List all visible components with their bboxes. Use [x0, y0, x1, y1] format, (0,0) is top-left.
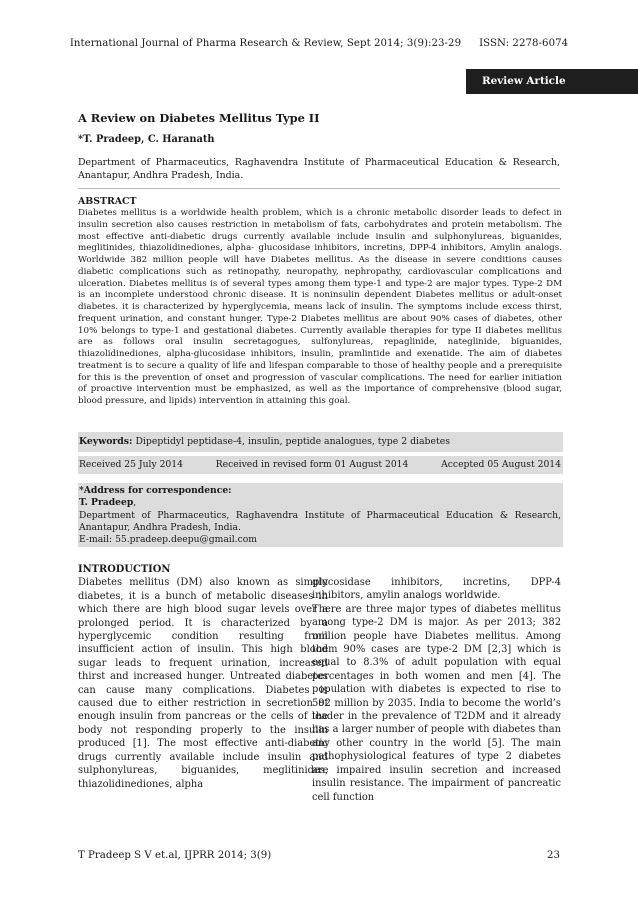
issn: ISSN: 2278-6074: [479, 38, 569, 49]
intro-paragraph: Diabetes mellitus (DM) also known as simply diabetes, it is a bunch of metabolic diseases in which there are high blood sugar levels over a prolonged period. It is characterized by a hyperglycemic condition resulting from insufficient action of insulin. This high blood sugar leads to frequent urination, increased thirst and increased hunger. Untreated diabetes can cause many complications. Diabetes is caused due to either restriction in secretion of enough insulin from pancreas or the cells of the body not responding properly to the insulin produced [1]. The most effective anti-diabetic drugs currently available include insulin and sulphonylureas, biguanides, meglitinides, thiazolidinediones, alpha: [78, 577, 328, 790]
correspondence-email: E-mail: 55.pradeep.deepu@gmail.com: [79, 534, 257, 546]
correspondence-heading: *Address for correspondence:: [79, 485, 232, 496]
correspondence-name-suffix: ,: [133, 497, 137, 509]
intro-heading: INTRODUCTION: [78, 564, 171, 575]
accepted-date: Accepted 05 August 2014: [441, 459, 561, 470]
running-header: [0, 38, 638, 49]
abstract-heading: ABSTRACT: [78, 196, 137, 207]
revised-date: Received in revised form 01 August 2014: [215, 459, 409, 470]
article-type-badge: Review Article: [466, 69, 638, 94]
affiliation: Department of Pharmaceutics, Raghavendra Institute of Pharmaceutical Education & Research, Anantapur, Andhra Pradesh, India.: [78, 157, 560, 181]
intro-paragraph: There are three major types of diabetes mellitus among type-2 DM is major. As per 2013; 382 million people have Diabetes mellitus. Among them 90% cases are type-2 DM [2,3] which is equal to 8.3% of adult population with equal percentages in both women and men [4]. The population with diabetes is expected to rise to 592 million by 2035. India to become the world’s leader in the prevalence of T2DM and it already has a larger number of people with diabetes than any other country in the world [5]. The main pathophysiological features of type 2 diabetes are impaired insulin secretion and increased insulin resistance. The impairment of pancreatic cell function: [312, 603, 561, 803]
correspondence-affiliation: Department of Pharmaceutics, Raghavendra Institute of Pharmaceutical Education & Research, Anantapur, Andhra Pradesh, India.: [79, 509, 561, 533]
correspondence-name: T. Pradeep: [79, 497, 134, 509]
divider: [78, 188, 560, 189]
journal-citation: International Journal of Pharma Research & Review, Sept 2014; 3(9):23-29: [69, 38, 462, 49]
dates-box: [78, 456, 563, 474]
intro-right-column: [312, 576, 561, 804]
keywords-box: [78, 432, 563, 452]
page-footer: [78, 850, 560, 861]
footer-citation: T Pradeep S V et.al, IJPRR 2014; 3(9): [78, 850, 272, 861]
intro-left-column: [78, 563, 328, 791]
keywords-label: Keywords:: [79, 436, 133, 447]
authors: *T. Pradeep, C. Haranath: [78, 134, 215, 145]
abstract-body: Diabetes mellitus is a worldwide health problem, which is a chronic metabolic disorder leads to defect in insulin secretion also causes restriction in metabolism of fats, carbohydrates and protein metabolism. The most effective anti-diabetic drugs currently available include insulin and sulphonylureas, biguanides, meglitinides, thiazolidinediones, alpha- glucosidase inhibitors, incretins, DPP-4 inhibitors, Amylin analogs. Worldwide 382 million people will have Diabetes mellitus. As the disease in severe conditions causes diabetic complications such as retinopathy, neuropathy, nephropathy, cardiovascular complications and ulceration. Diabetes mellitus is of several types among them type-1 and type-2 are major types. Type-2 DM is an incomplete understood chronic disease. It is noninsulin dependent Diabetes mellitus or adult-onset diabetes. it is characterized by hyperglycemia, means lack of insulin. The symptoms include excess thirst, frequent urination, and constant hunger. Type-2 Diabetes mellitus are about 90% cases of diabetes, other 10% belongs to type-1 and gestational diabetes. Currently available therapies for type II diabetes mellitus are as follows oral insulin secretagogues, sulfonylureas, repaglinide, nateglinide, biguanides, thiazolidinediones, alpha-glucosidase inhibitors, insulin, pramlintide and exenatide. The aim of diabetes treatment is to secure a quality of life and lifespan comparable to those of healthy people and a prerequisite for this is the prevention of onset and progression of vascular complications. The need for earlier initiation of proactive intervention must be emphasized, as well as the importance of comprehensive (blood sugar, blood pressure, and lipids) intervention in attaining this goal.: [78, 208, 562, 406]
received-date: Received 25 July 2014: [79, 459, 183, 470]
page-number: 23: [547, 850, 560, 861]
keywords-text: Dipeptidyl peptidase-4, insulin, peptide analogues, type 2 diabetes: [135, 436, 451, 447]
intro-paragraph: glucosidase inhibitors, incretins, DPP-4 inhibitors, amylin analogs worldwide.: [312, 577, 561, 602]
article-title: A Review on Diabetes Mellitus Type II: [78, 111, 320, 125]
correspondence-box: [78, 483, 563, 547]
